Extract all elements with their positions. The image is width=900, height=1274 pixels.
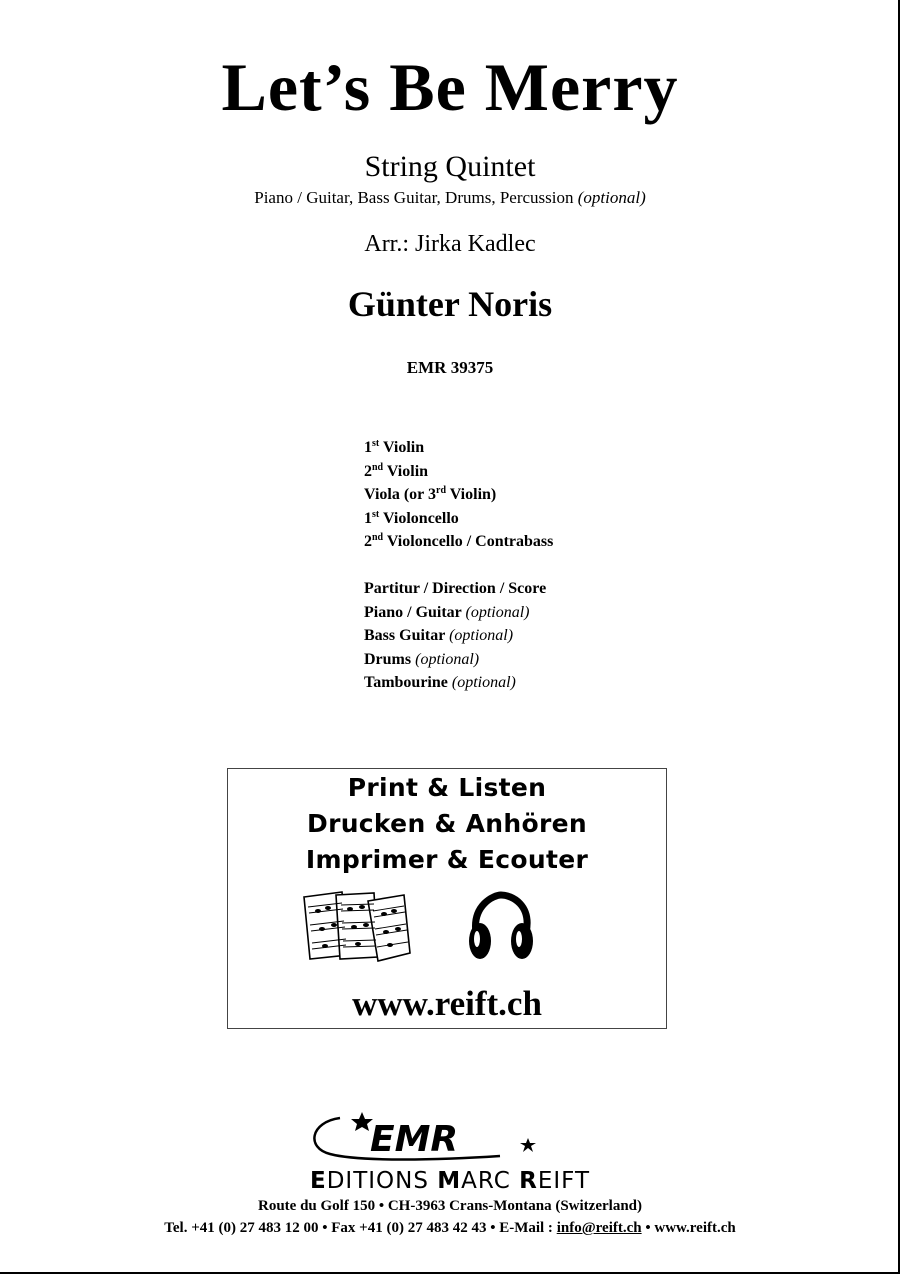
instrumentation-optional: (optional) bbox=[577, 188, 646, 207]
promo-line-fr: Imprimer & Ecouter bbox=[305, 845, 589, 874]
instrumentation-line bbox=[0, 188, 900, 208]
instrumentation-text: Piano / Guitar, Bass Guitar, Drums, Percussion bbox=[254, 188, 574, 207]
other-parts-list bbox=[364, 577, 546, 695]
part-item: 1st Violoncello bbox=[364, 508, 459, 527]
part-item: Viola (or 3rd Violin) bbox=[364, 485, 497, 503]
promo-line-de: Drucken & Anhören bbox=[307, 809, 587, 838]
promo-website[interactable]: www.reift.ch bbox=[352, 984, 542, 1023]
print-listen-box bbox=[227, 768, 667, 1029]
svg-text:EMR: EMR bbox=[370, 1119, 459, 1160]
emr-logo bbox=[300, 1108, 550, 1162]
part-item: 2nd Violin bbox=[364, 461, 429, 480]
part-item: 1st Violin bbox=[364, 438, 425, 456]
sheet-music-icon bbox=[300, 889, 414, 965]
headphones-icon bbox=[464, 891, 538, 965]
website-link[interactable]: • www.reift.ch bbox=[645, 1220, 736, 1236]
publisher-contact bbox=[0, 1220, 900, 1237]
composer: Günter Noris bbox=[347, 284, 553, 324]
subtitle: String Quintet bbox=[364, 150, 536, 183]
string-parts-list bbox=[364, 436, 553, 554]
part-item: Drums (optional) bbox=[364, 650, 480, 668]
arranger: Arr.: Jirka Kadlec bbox=[364, 231, 536, 257]
publisher-address: Route du Golf 150 • CH-3963 Crans-Montana (Switzerland) bbox=[258, 1198, 642, 1214]
contact-phone-fax: Tel. +41 (0) 27 483 12 00 • Fax +41 (0) 27 483 42 43 • E-Mail : bbox=[164, 1220, 553, 1236]
part-item: 2nd Violoncello / Contrabass bbox=[364, 532, 554, 550]
part-item: Tambourine (optional) bbox=[364, 674, 516, 691]
email-link[interactable]: info@reift.ch bbox=[556, 1220, 642, 1236]
part-item: Partitur / Direction / Score bbox=[364, 580, 547, 597]
part-item: Bass Guitar (optional) bbox=[364, 627, 514, 644]
catalog-number: EMR 39375 bbox=[406, 358, 494, 377]
promo-line-en: Print & Listen bbox=[347, 773, 547, 802]
publisher-name: EDITIONS MARC REIFT bbox=[309, 1168, 591, 1194]
part-item: Piano / Guitar (optional) bbox=[364, 603, 530, 621]
page-title: Let’s Be Merry bbox=[221, 49, 679, 125]
